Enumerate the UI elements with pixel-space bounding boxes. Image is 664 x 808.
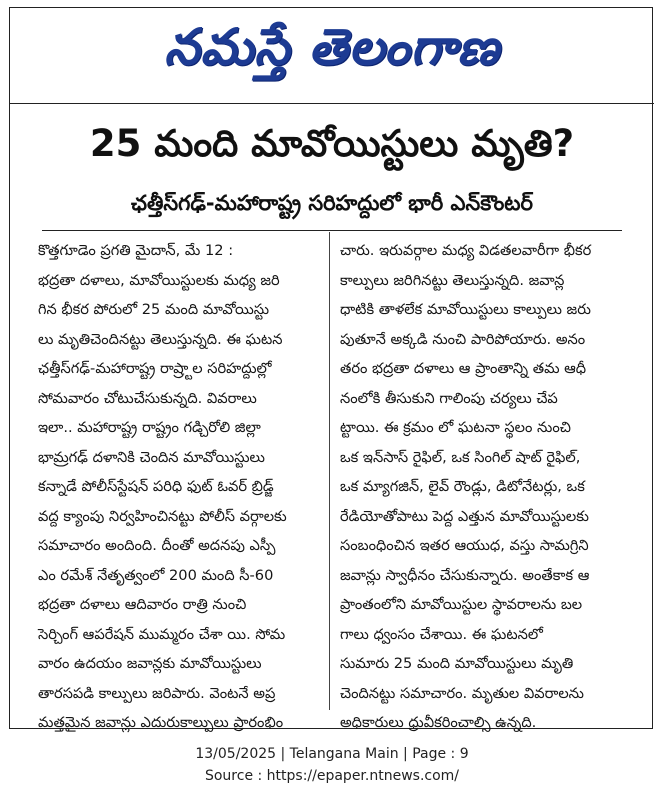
article-line: మత్తమైన జవాన్లు ఎదురుకాల్పులు ప్రారంభిం bbox=[38, 714, 284, 731]
article-line: కన్నాడే పోలీస్‌స్టేషన్‌ పరిధి ఫుట్‌ ఓవర్‌ బ్రిడ్జ్‌ bbox=[38, 478, 274, 495]
article-line: ఎం రమేశ్‌ నేతృత్వంలో 200 మంది సీ-60 bbox=[38, 566, 274, 584]
column-divider bbox=[329, 232, 330, 710]
article-line: కాల్పులు జరిగినట్టు తెలుస్తున్నది. జవాన్ల bbox=[340, 271, 565, 289]
article-line: కొత్తగూడెం ప్రగతి మైదాన్‌, మే 12 : bbox=[38, 242, 234, 259]
article-line: ట్టాయి. ఈ క్రమం లో ఘటనా స్థలం నుంచి bbox=[340, 419, 571, 436]
article-line: గిన భీకర పోరులో 25 మంది మావోయిస్టు bbox=[38, 301, 270, 318]
article-column-left bbox=[38, 236, 320, 731]
article-line: తరం భద్రతా దళాలు ఆ ప్రాంతాన్ని తమ ఆధీ bbox=[340, 360, 587, 377]
article-line: సోమవారం చోటుచేసుకున్నది. వివరాలు bbox=[38, 389, 257, 407]
article-line: తారసపడి కాల్పులు జరిపారు. వెంటనే అప్ర bbox=[38, 684, 276, 702]
article-line: భామ్రగఢ్‌ దళానికి చెందిన మావోయిస్టులు bbox=[38, 448, 265, 466]
article-line: ఇలా.. మహారాష్ట్ర రాష్ట్రం గడ్చిరోలి జిల్లా bbox=[38, 419, 261, 436]
article-line: సమాచారం అందింది. దీంతో అదనపు ఎస్పీ bbox=[38, 537, 276, 554]
article-line: సంబంధించిన ఇతర ఆయుధ, వస్తు సామగ్రిని bbox=[340, 537, 589, 554]
source-credit: Source : https://epaper.ntnews.com/ bbox=[204, 768, 460, 784]
article-line: భద్రతా దళాలు ఆదివారం రాత్రి నుంచి bbox=[38, 596, 247, 613]
article-line: నంలోకి తీసుకుని గాలింపు చర్యలు చేప bbox=[340, 389, 558, 407]
article-line: సుమారు 25 మంది మావోయిస్టులు మృతి bbox=[340, 655, 574, 672]
article-line: వారం ఉదయం జవాన్లకు మావోయిస్టులు bbox=[38, 655, 262, 672]
article-line: చారు. ఇరువర్గాల మధ్య విడతలవారీగా భీకర bbox=[340, 242, 592, 259]
article-line: ఒక మ్యాగజిన్‌, లైవ్‌ రౌండ్లు, డిటోనేటర్లు, ఒక bbox=[340, 478, 585, 495]
subheadline-divider bbox=[42, 230, 622, 231]
masthead-title: నమస్తే తెలంగాణ bbox=[164, 17, 500, 76]
article-line: ధాటికి తాళలేక మావోయిస్టులు కాల్పులు జరు bbox=[340, 301, 591, 318]
article-line: జవాన్లు స్వాధీనం చేసుకున్నారు. అంతేకాక ఆ bbox=[340, 566, 590, 584]
article-line: సెర్చింగ్‌ ఆపరేషన్‌ ముమ్మరం చేశా యి. సోమ bbox=[38, 625, 286, 643]
article-line: చెందినట్టు సమాచారం. మృతుల వివరాలను bbox=[340, 684, 584, 702]
article-headline: 25 మంది మావోయిస్టులు మృతి? bbox=[89, 122, 575, 165]
article-line: గాలు ధ్వంసం చేశాయి. ఈ ఘటనలో bbox=[340, 625, 543, 643]
article-line: వద్ద క్యాంపు నిర్వహించినట్టు పోలీస్‌ వర్గాలకు bbox=[38, 507, 287, 525]
edition-info: 13/05/2025 | Telangana Main | Page : 9 bbox=[195, 746, 469, 762]
article-subheadline: ఛత్తీస్‌గఢ్‌-మహారాష్ట్ర సరిహద్దులో భారీ ఎన్‌కౌంటర్‌ bbox=[131, 191, 533, 215]
article-line: అధికారులు ధ్రువీకరించాల్సి ఉన్నది. bbox=[340, 714, 537, 731]
article-line: రేడియోతోపాటు పెద్ద ఎత్తున మావోయిస్టులకు bbox=[340, 507, 589, 525]
article-line: ఛత్తీస్‌గఢ్‌-మహారాష్ట్ర రాష్ర్టాల సరిహద్దుల్లో bbox=[38, 360, 272, 377]
article-line: ప్రాంతంలోని మావోయిస్టుల స్థావరాలను బల bbox=[340, 596, 583, 613]
article-column-right bbox=[340, 236, 622, 731]
article-line: భద్రతా దళాలు, మావోయిస్టులకు మధ్య జరి bbox=[38, 271, 280, 289]
masthead-divider bbox=[10, 103, 654, 104]
article-line: ఒక ఇన్‌సాస్‌ రైఫిల్‌, ఒక సింగిల్‌ షాట్‌ రైఫిల్‌, bbox=[340, 448, 581, 466]
article-line: లు మృతిచెందినట్టు తెలుస్తున్నది. ఈ ఘటన bbox=[38, 330, 283, 348]
masthead bbox=[10, 12, 654, 90]
article-line: పుతూనే అక్కడి నుంచి పారిపోయారు. అనం bbox=[340, 330, 586, 348]
